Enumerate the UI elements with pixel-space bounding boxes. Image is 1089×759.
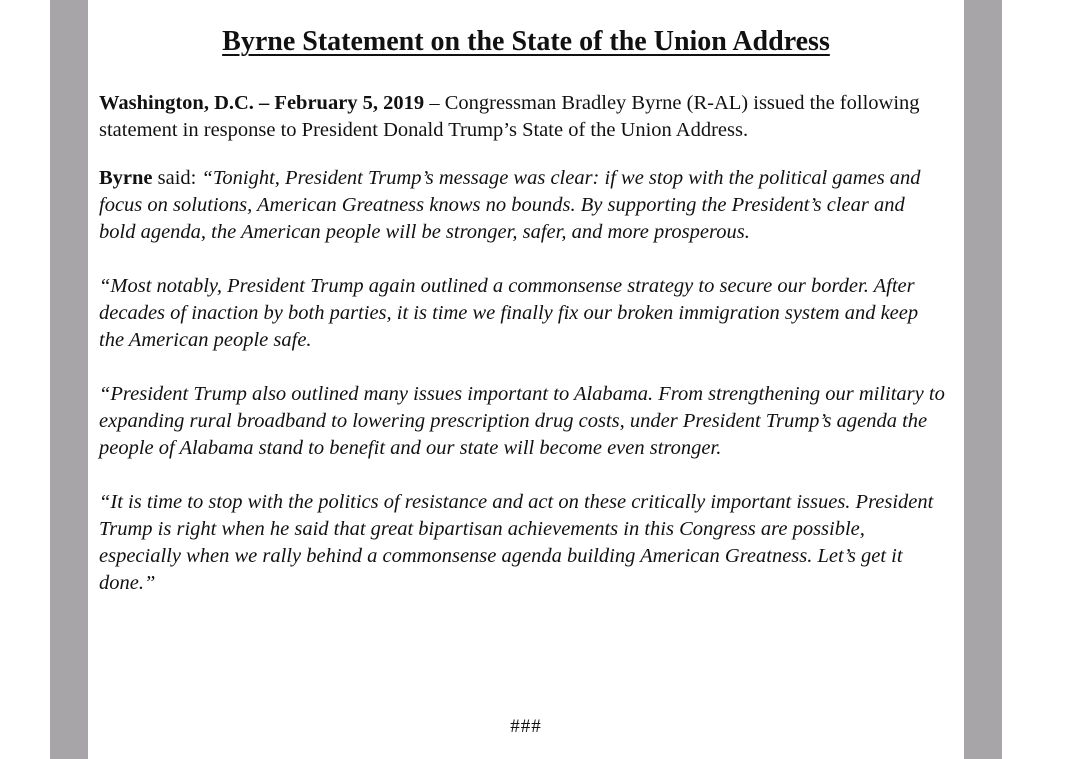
document-page <box>88 0 964 759</box>
intro-paragraph <box>99 90 945 144</box>
left-gutter <box>50 0 88 759</box>
quote-text-1: “Tonight, President Trump’s message was clear: if we stop with the political games and focus on solutions, American Greatness knows no bounds. By supporting the President’s clear and bold agenda, the American people will be stronger, safer, and more prosperous. <box>99 167 921 243</box>
right-gutter <box>964 0 1002 759</box>
quote-paragraph-2: “Most notably, President Trump again outlined a commonsense strategy to secure our border. After decades of inaction by both parties, it is time we finally fix our broken immigration system and keep the American people safe. <box>99 275 919 351</box>
quote-paragraph-3: “President Trump also outlined many issues important to Alabama. From strengthening our military to expanding rural broadband to lowering prescription drug costs, under President Trump’s agenda the people of Alabama stand to benefit and our state will become even stronger. <box>99 383 945 459</box>
page-title: Byrne Statement on the State of the Union Address <box>222 26 830 57</box>
statement-body <box>99 90 945 624</box>
end-mark: ### <box>510 716 542 737</box>
dateline-separator: – <box>424 92 445 114</box>
quote-paragraph-4: “It is time to stop with the politics of resistance and act on these critically important issues. President Trump is right when he said that great bipartisan achievements in this Congress are possible, especially when we rally behind a commonsense agenda building American Greatness. Let’s get it done.” <box>99 491 934 594</box>
said-label: said: <box>152 167 202 189</box>
dateline: Washington, D.C. – February 5, 2019 <box>99 92 425 114</box>
intro-text: Congressman Bradley Byrne (R-AL) issued the following statement in response to President Donald Trump’s State of the Union Address. <box>99 92 920 141</box>
quote-paragraph-1 <box>99 165 945 246</box>
speaker-name: Byrne <box>99 167 153 189</box>
